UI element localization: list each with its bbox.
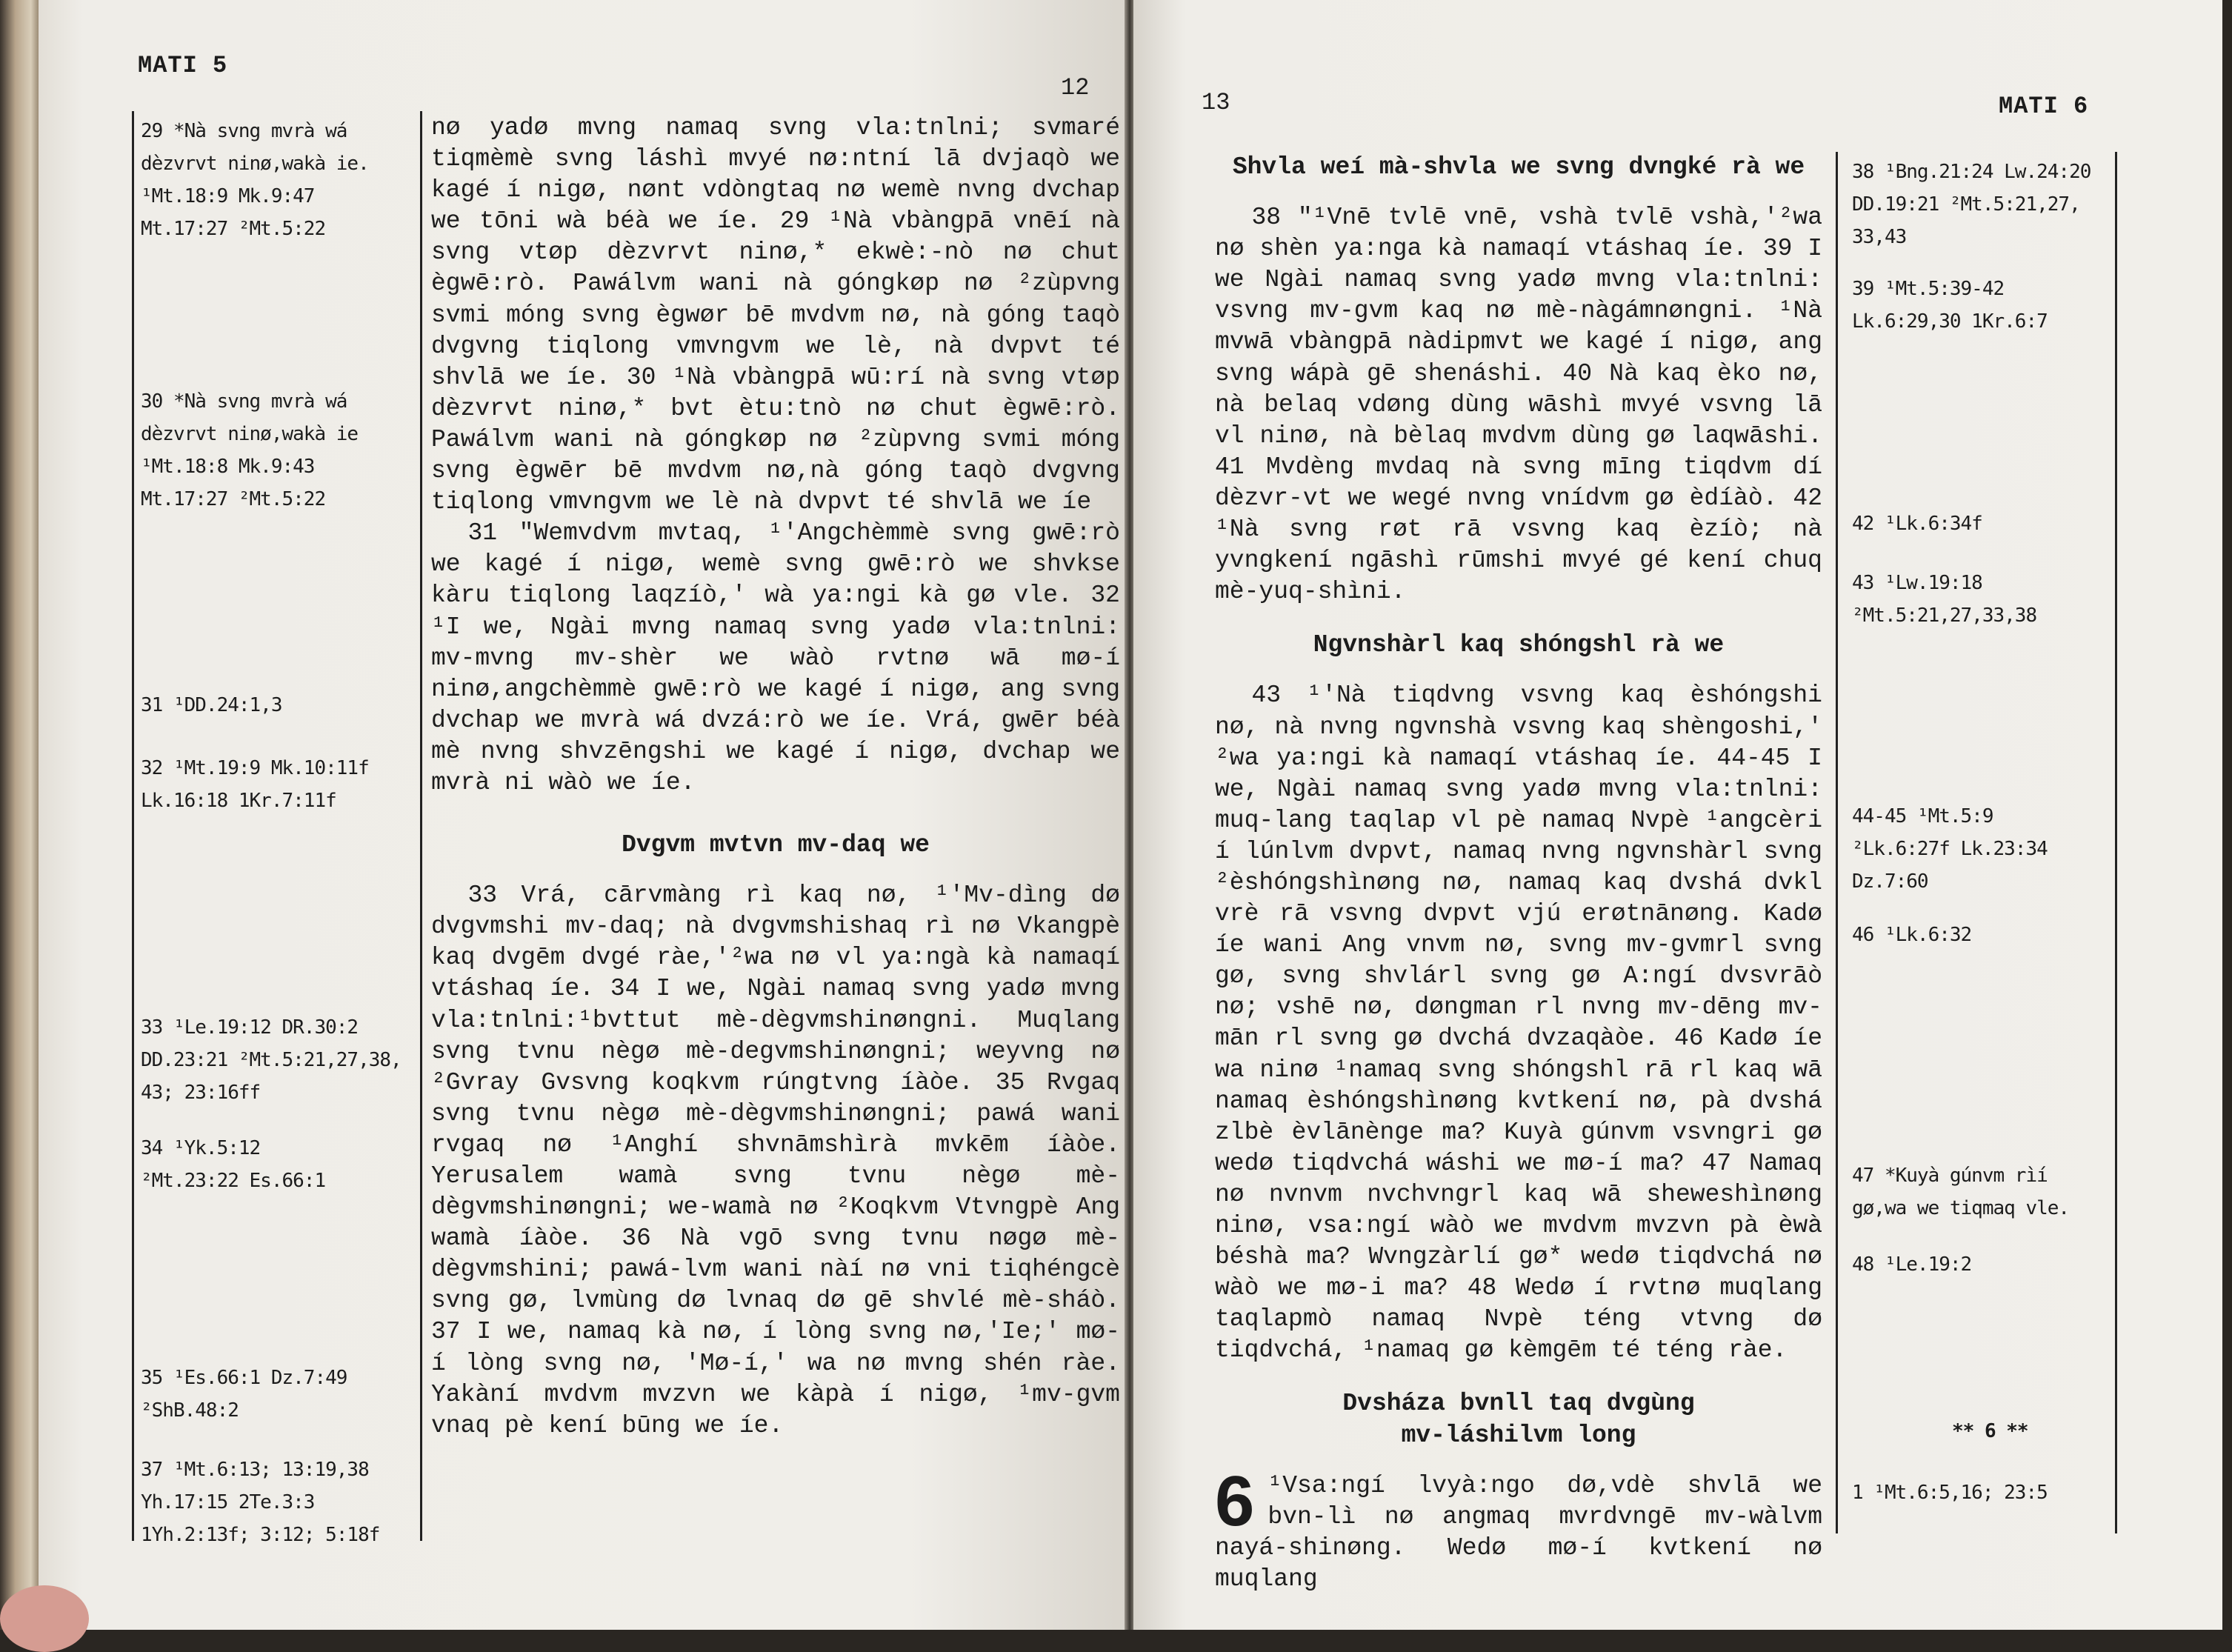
reference-note: 33 ¹Le.19:12 DR.30:2 DD.23:21 ²Mt.5:21,27,38, 43; 23:16ff [141,1016,402,1104]
verse-paragraph: 38 "¹Vnē tvlē vnē, vshà tvlē vshà,'²wa nø shèn ya:nga kà namaqí vtáshaq íe. 39 I we Ngài namaq svng yadø mvng vla:tnlni: vsvng mv-gvm kaq nø mè-nàgámnøngni. ¹Nà mvwā vbàngpā nàdipmvt we kagé í nigø, ang svng wápà gē shenáshi. 40 Nà kaq èko nø, nà belaq vdøng dùng wāshì mvyé vsvng lā vl ninø, nà bèlaq mvdvm dùng gø laqwāshi. 41 Mvdèng mvdaq nà svng mīng tiqdvm dí dèzvr-vt we wegé nvng vnídvm gø èdíàò. 42 ¹Nà svng røt rā vsvng kaq èzíò; nà yvngkení ngāshì rūmshi mvyé gé kení chuq mè-yuq-shìni. [1215,204,1822,606]
reference-note: 46 ¹Lk.6:32 [1852,924,1972,946]
rule-left-inner [420,111,422,1541]
verse-paragraph: 43 ¹'Nà tiqdvng vsvng kaq èshóngshi nø, nà nvng ngvnshà vsvng kaq shèngoshi,' ²wa ya:ngi kà namaqí vtáshaq íe. 44-45 I we, Ngài namaq svng yadø mvng vla:tnlni: muq-lang taqlap vl pè namaq Nvpè ¹angcèri í lúnlvm dvpvt, namaq nvng ngvnshàrl svng ²èshóngshìnøng nø, namaq kaq dvshá dvkl vrè rā vsvng dvpvt vjú erøtnānøng. Kadø íe wani Ang vnvm nø, svng mv-gvmrl svng gø, svng shvlárl svng gø A:ngí dvsvrāò nø; vshē nø, døngman rl nvng mv-dēng mv-mān rl svng gø dvchá dvzaqàòe. 46 Kadø íe wa ninø ¹namaq svng shóngshl rā rl kaq wā namaq èshóngshìnøng kvtkení nø, pà dvshá zlbè èvlānènge ma? Kuyà gúnvm vsvngri gø wedø tiqdvchá wáshi we mø-í ma? 47 Namaq nø nvnvm nvchvngrl kaq wā sheweshìnøng ninø, vsa:ngí wàò we mvdvm mvzvn pà èwà béshà ma? Wvngzàrlí gø* wedø tiqdvchá nø wàò we mø-i ma? 48 Wedø í rvtnø muqlang taqlapmò namaq Nvpè téng vtvng dø tiqdvchá, ¹namaq gø kèmgēm té téng ràe. [1215,682,1822,1365]
rule-left-outer [132,111,134,1541]
reference-note: 39 ¹Mt.5:39-42 Lk.6:29,30 1Kr.6:7 [1852,278,2048,333]
verse-text: ¹Vsa:ngí lvyà:ngo dø,vdè shvlā we bvn-lì nø angmaq mvrdvngē mv-wàlvm nayá-shinøng. Wedø mø-í kvtkení nø muqlang [1215,1471,1822,1593]
book-cover-edge [0,0,39,1630]
section-heading: Dvgvm mvtvn mv-daq we [622,831,930,859]
right-page [1133,0,2222,1630]
reference-note: 1 ¹Mt.6:5,16; 23:5 [1852,1482,2048,1504]
chapter-marker: ** 6 ** [1952,1420,2028,1442]
page-number-left: 12 [1061,74,1090,101]
verse-paragraph [1215,1461,1822,1595]
body-text-left [431,113,1120,1442]
running-head-left: MATI 5 [138,52,228,79]
reference-note: 32 ¹Mt.19:9 Mk.10:11f Lk.16:18 1Kr.7:11f [141,757,369,812]
section-heading: Dvsháza bvnll taq dvgùng [1342,1390,1695,1418]
chapter-number: 6 [1215,1461,1255,1541]
reference-note: 38 ¹Bng.21:24 Lw.24:20 DD.19:21 ²Mt.5:21,27, 33,43 [1852,161,2091,248]
left-page [39,0,1126,1630]
reference-note: 34 ¹Yk.5:12 ²Mt.23:22 Es.66:1 [141,1137,326,1192]
reference-note: 31 ¹DD.24:1,3 [141,694,282,716]
reference-note: 43 ¹Lw.19:18 ²Mt.5:21,27,33,38 [1852,572,2037,627]
thumb [0,1585,89,1652]
section-heading: mv-láshilvm long [1401,1421,1636,1449]
rule-right-inner [1836,152,1838,1533]
section-heading: Shvla weí mà-shvla we svng dvngké rà we [1232,153,1805,181]
reference-note: 44-45 ¹Mt.5:9 ²Lk.6:27f Lk.23:34 Dz.7:60 [1852,805,2048,893]
reference-note: 48 ¹Le.19:2 [1852,1253,1972,1276]
reference-note: 42 ¹Lk.6:34f [1852,513,1982,535]
rule-right-outer [2115,152,2117,1533]
section-heading: Ngvnshàrl kaq shóngshl rà we [1313,631,1725,659]
verse-paragraph: nø yadø mvng namaq svng vla:tnlni; svmaré tiqmèmè svng láshì mvyé nø:ntní lā dvjaqò we kagé í nigø, nønt vdòngtaq nø wemè nvng dvchap we tōni wà béà we íe. 29 ¹Nà vbàngpā vnēí nà svng vtøp dèzvrvt ninø,* ekwè:-nò nø chut ègwē:rò. Pawálvm wani nà góngkøp nø ²zùpvng svmi móng svng ègwør bē mvdvm nø, nà góng taqò dvgvng tiqlong vmvngvm we lè, nà dvpvt té shvlā we íe. 30 ¹Nà vbàngpā wū:rí nà svng vtøp dèzvrvt ninø,* bvt ètu:tnò nø chut ègwē:rò. Pawálvm wani nà góngkøp nø ²zùpvng svmi móng svng ègwēr bē mvdvm nø,nà góng taqò dvgvng tiqlong vmvngvm we lè nà dvpvt té shvlā we íe [431,114,1120,516]
reference-note: 35 ¹Es.66:1 Dz.7:49 ²ShB.48:2 [141,1367,347,1422]
verse-paragraph: 31 "Wemvdvm mvtaq, ¹'Angchèmmè svng gwē:rò we kagé í nigø, wemè svng gwē:rò we shvkse kàru tiqlong laqzíò,' wà ya:ngi kà gø vle. 32 ¹I we, Ngài mvng namaq svng yadø vla:tnlni: mv-mvng mv-shèr we wàò rvtnø wā mø-í ninø,angchèmmè gwē:rò we kagé í nigø, ang svng dvchap we mvrà wá dvzá:rò we íe. Vrá, gwēr béà mè nvng shvzēngshi we kagé í nigø, dvchap we mvrà ni wàò we íe. [431,519,1120,796]
page-number-right: 13 [1202,89,1230,116]
reference-note: 37 ¹Mt.6:13; 13:19,38 Yh.17:15 2Te.3:3 1Yh.2:13f; 3:12; 5:18f [141,1459,380,1546]
running-head-right: MATI 6 [1999,93,2089,120]
verse-paragraph: 33 Vrá, cārvmàng rì kaq nø, ¹'Mv-dìng dø dvgvmshi mv-daq; nà dvgvmshishaq rì nø Vkangpè kaq dvgēm dvgé ràe,'²wa nø vl ya:ngà kà namaqí vtáshaq íe. 34 I we, Ngài namaq svng yadø mvng vla:tnlni:¹bvttut mè-dègvmshinøngni. Muqlang svng tvnu nègø mè-degvmshinøngni; weyvng nø ²Gvray Gvsvng koqkvm rúngtvng íàòe. 35 Rvgaq svng tvnu nègø mè-dègvmshinøngni; pawá wani rvgaq nø ¹Anghí shvnāmshìrà mvkēm íàòe. Yerusalem wamà svng tvnu nègø mè-dègvmshinøngni; we-wamà nø ²Koqkvm Vtvngpè Ang wamà íàòe. 36 Nà vgō svng tvnu nøgø mè-dègvmshini; pawá-lvm wani nàí nø vni tiqhéngcè svng gø, lvmùng dø lvnaq dø gē shvlé mè-sháò. 37 I we, namaq kà nø, í lòng svng nø,'Ie;' mø-í lòng svng nø, 'Mø-í,' wa nø mvng shén ràe. Yakàní mvdvm mvzvn we kàpà í nigø, ¹mv-gvm vnaq pè kení būng we íe. [431,882,1120,1439]
body-text-right [1215,152,1822,1595]
reference-note: 47 *Kuyà gúnvm rìí gø,wa we tiqmaq vle. [1852,1165,2070,1219]
reference-note: 29 *Nà svng mvrà wá dèzvrvt ninø,wakà ie. ¹Mt.18:9 Mk.9:47 Mt.17:27 ²Mt.5:22 [141,120,369,240]
reference-note: 30 *Nà svng mvrà wá dèzvrvt ninø,wakà ie ¹Mt.18:8 Mk.9:43 Mt.17:27 ²Mt.5:22 [141,390,359,510]
